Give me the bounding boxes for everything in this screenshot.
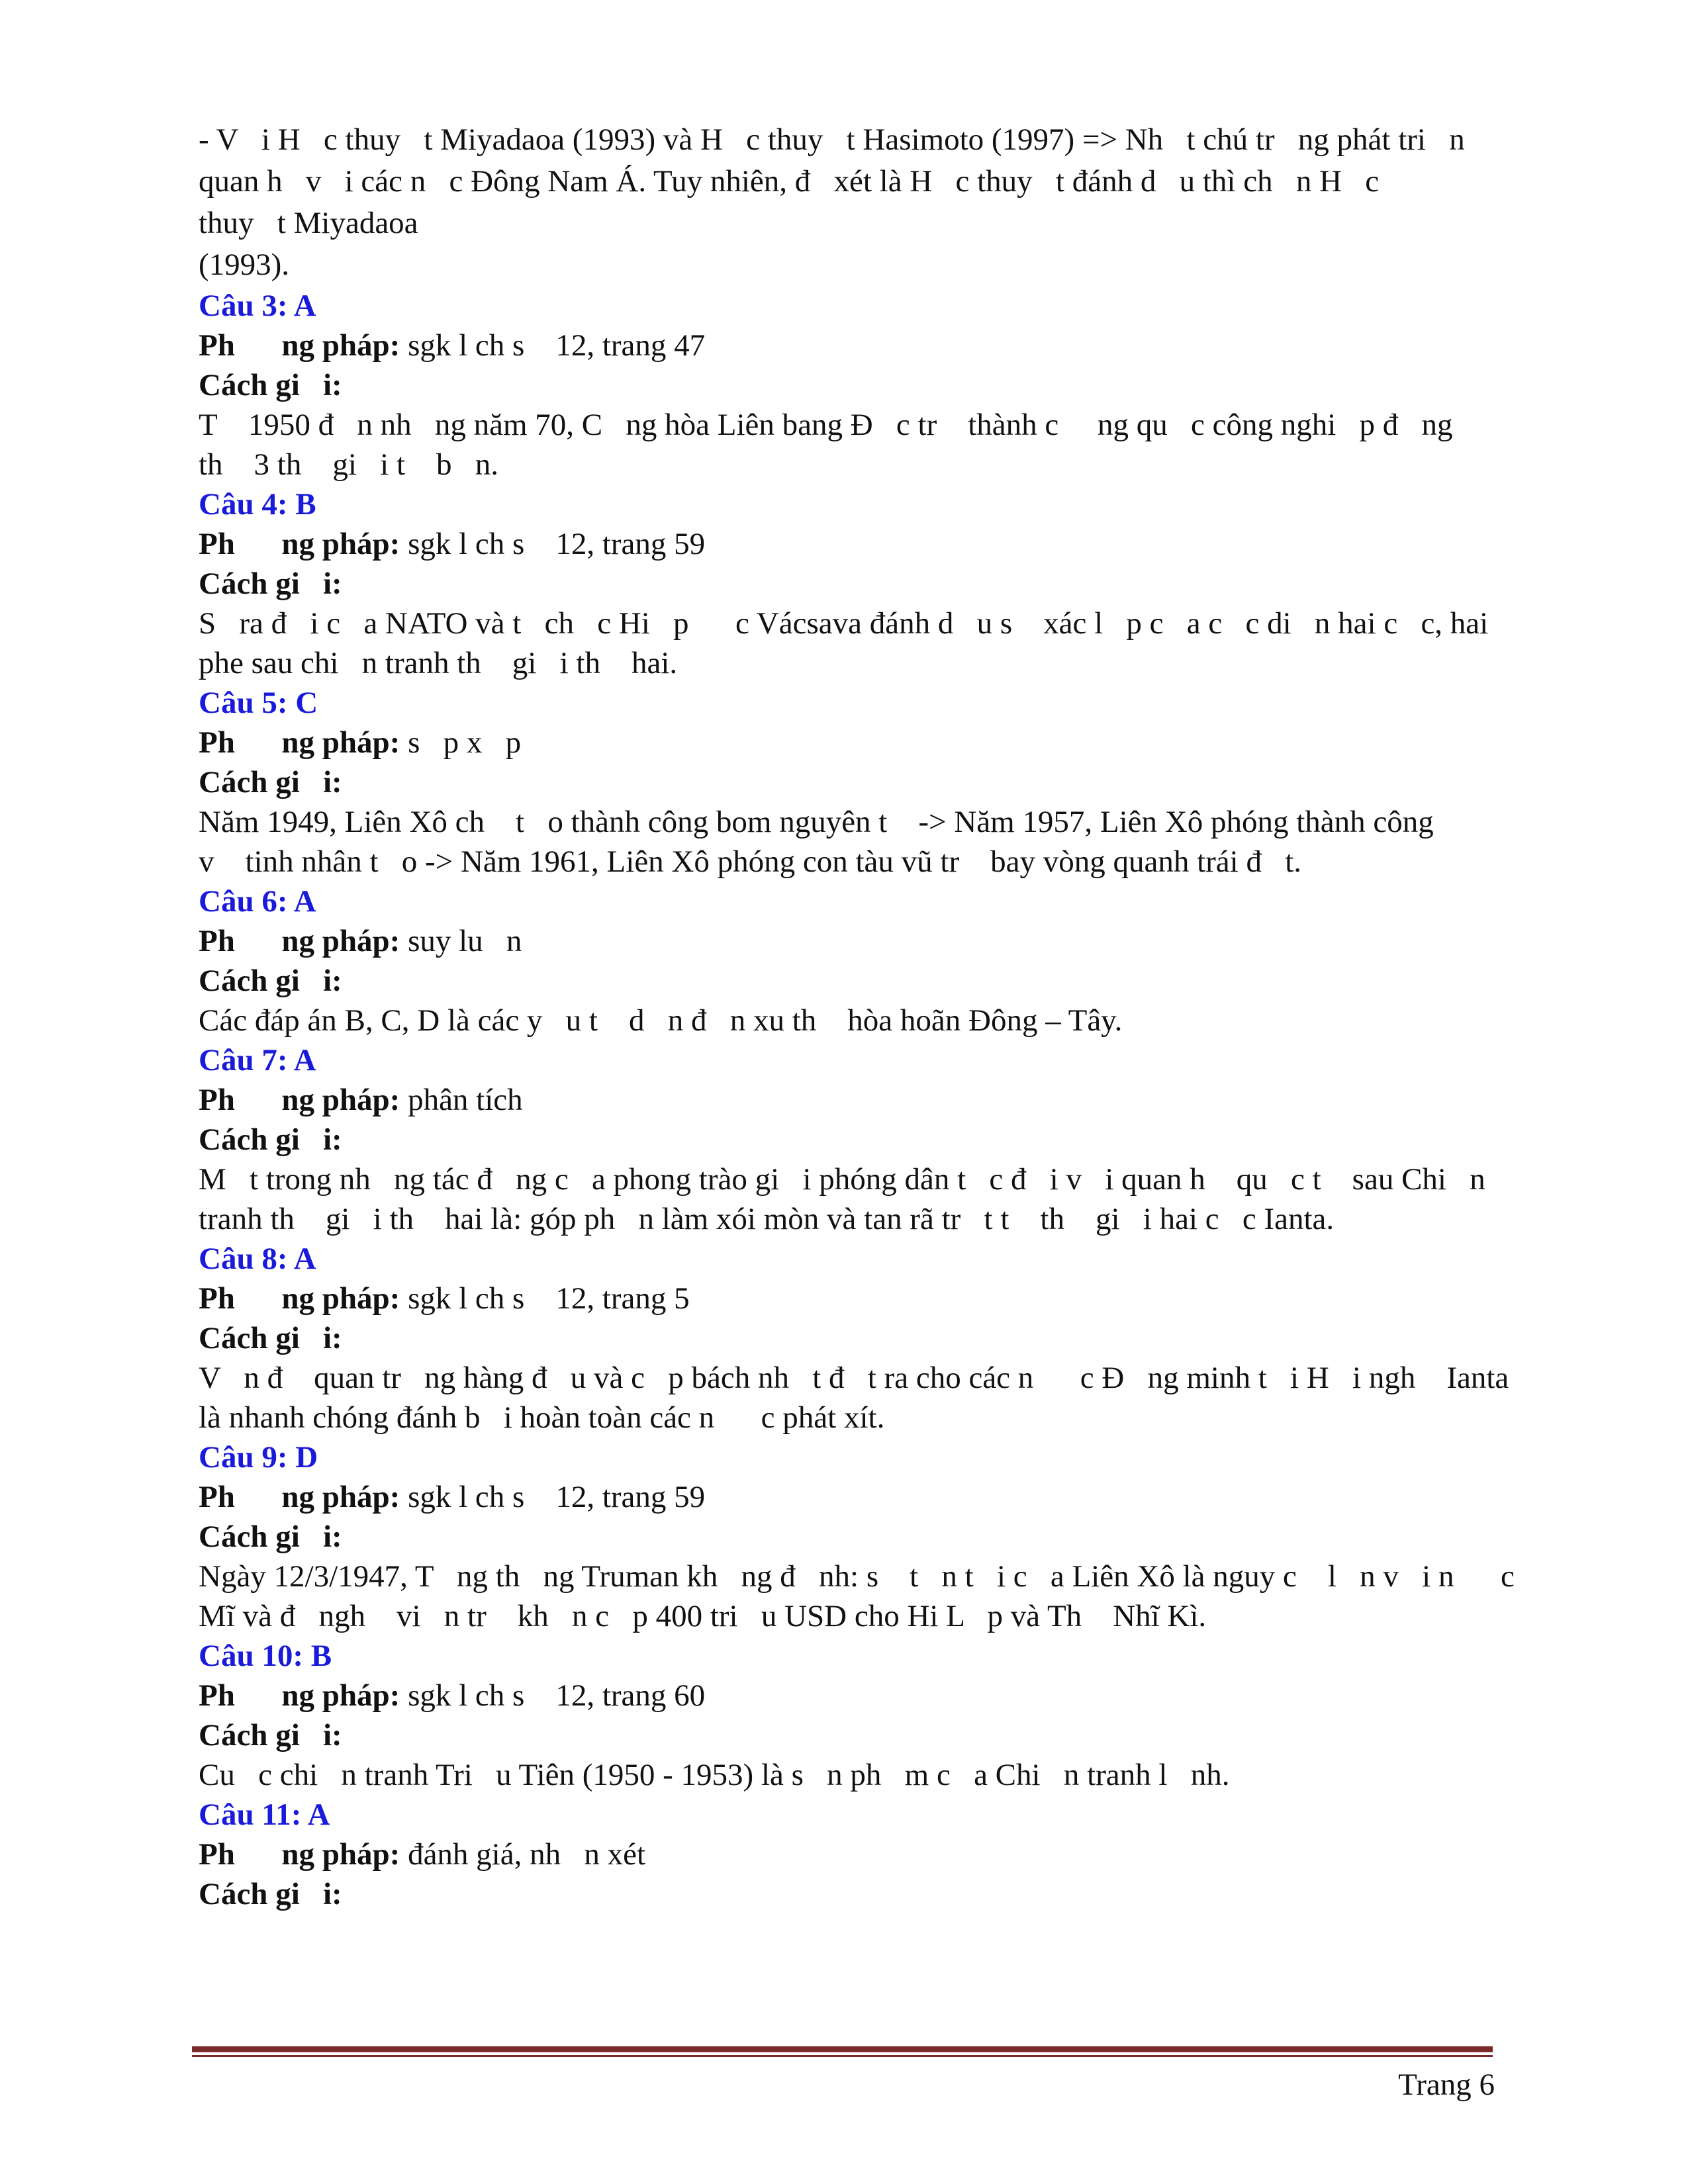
method-value: phân tích [400, 1083, 523, 1117]
method-line [199, 1676, 1496, 1715]
solution-line: v tinh nhân t o -> Năm 1961, Liên Xô phóng con tàu vũ tr bay vòng quanh trái đ t. [199, 844, 1302, 879]
question-title: Câu 3: A [199, 289, 316, 323]
question-block [199, 1636, 1496, 1795]
question-block [199, 1795, 1496, 1914]
solution-line: th 3 th gi i t b n. [199, 447, 499, 482]
page-content [199, 119, 1515, 1914]
solution-line: Mĩ và đ ngh vi n tr kh n c p 400 tri u USD cho Hi L p và Th Nhĩ Kì. [199, 1599, 1207, 1633]
solution-line: Năm 1949, Liên Xô ch t o thành công bom nguyên t -> Năm 1957, Liên Xô phóng thành công [199, 805, 1434, 839]
solution-line: S ra đ i c a NATO và t ch c Hi p c Vácsava đánh d u s xác l p c a c c di n hai c c, hai [199, 606, 1489, 641]
method-line [199, 524, 1496, 564]
question-block [199, 286, 1496, 484]
solution-label: Cách gi i: [199, 964, 342, 998]
method-label: Ph ng pháp: [199, 1837, 400, 1872]
question-title: Câu 10: B [199, 1639, 332, 1673]
intro-line: thuy t Miyadaoa [199, 206, 418, 240]
question-title: Câu 7: A [199, 1043, 316, 1077]
solution-label: Cách gi i: [199, 1877, 342, 1911]
solution-line: phe sau chi n tranh th gi i th hai. [199, 646, 678, 680]
intro-paragraph [199, 119, 1496, 286]
question-title: Câu 8: A [199, 1242, 316, 1276]
page-number: Trang 6 [1398, 2068, 1495, 2102]
method-value: suy lu n [400, 924, 522, 958]
method-label: Ph ng pháp: [199, 328, 400, 363]
method-label: Ph ng pháp: [199, 1083, 400, 1117]
solution-line: Các đáp án B, C, D là các y u t d n đ n xu th hòa hoãn Đông – Tây. [199, 1003, 1123, 1038]
method-value: sgk l ch s 12, trang 5 [400, 1281, 690, 1316]
method-line [199, 1477, 1496, 1517]
solution-line: V n đ quan tr ng hàng đ u và c p bách nh t đ t ra cho các n c Đ ng minh t i H i ngh Ianta [199, 1361, 1509, 1395]
question-block [199, 1239, 1509, 1437]
question-title: Câu 11: A [199, 1797, 330, 1832]
method-line [199, 1835, 1496, 1874]
solution-label: Cách gi i: [199, 765, 342, 799]
footer-rule-thick [192, 2046, 1493, 2052]
method-label: Ph ng pháp: [199, 1678, 400, 1713]
method-value: sgk l ch s 12, trang 59 [400, 527, 706, 561]
method-label: Ph ng pháp: [199, 924, 400, 958]
intro-line: quan h v i các n c Đông Nam Á. Tuy nhiên, đ xét là H c thuy t đánh d u thì ch n H c [199, 164, 1380, 199]
intro-line: - V i H c thuy t Miyadaoa (1993) và H c thuy t Hasimoto (1997) => Nh t chú tr ng phát tri n [199, 122, 1465, 157]
question-title: Câu 6: A [199, 884, 316, 919]
solution-label: Cách gi i: [199, 1718, 342, 1752]
method-label: Ph ng pháp: [199, 725, 400, 760]
solution-line: T 1950 đ n nh ng năm 70, C ng hòa Liên bang Đ c tr thành c ng qu c công nghi p đ ng [199, 408, 1453, 442]
solution-line: Cu c chi n tranh Tri u Tiên (1950 - 1953) là s n ph m c a Chi n tranh l nh. [199, 1758, 1230, 1792]
question-block [199, 683, 1496, 882]
solution-line: tranh th gi i th hai là: góp ph n làm xói mòn và tan rã tr t t th gi i hai c c Ianta. [199, 1202, 1335, 1236]
question-block [199, 484, 1496, 683]
method-value: s p x p [400, 725, 522, 760]
question-block [199, 1040, 1496, 1239]
method-label: Ph ng pháp: [199, 1480, 400, 1514]
method-line [199, 921, 1496, 961]
method-value: đánh giá, nh n xét [400, 1837, 646, 1872]
method-line [199, 1080, 1496, 1120]
question-title: Câu 5: C [199, 686, 318, 720]
intro-line: (1993). [199, 248, 290, 282]
solution-label: Cách gi i: [199, 1321, 342, 1355]
method-value: sgk l ch s 12, trang 47 [400, 328, 706, 363]
method-label: Ph ng pháp: [199, 1281, 400, 1316]
method-value: sgk l ch s 12, trang 60 [400, 1678, 706, 1713]
method-line [199, 723, 1496, 762]
solution-line: M t trong nh ng tác đ ng c a phong trào gi i phóng dân t c đ i v i quan h qu c t sau Chi n [199, 1162, 1485, 1197]
solution-label: Cách gi i: [199, 567, 342, 601]
solution-label: Cách gi i: [199, 1122, 342, 1157]
question-title: Câu 9: D [199, 1440, 318, 1475]
method-line [199, 326, 1496, 365]
method-label: Ph ng pháp: [199, 527, 400, 561]
question-block [199, 1437, 1515, 1636]
question-block [199, 882, 1496, 1040]
method-value: sgk l ch s 12, trang 59 [400, 1480, 706, 1514]
question-title: Câu 4: B [199, 487, 316, 522]
footer-rule-thin [192, 2055, 1493, 2057]
solution-line: là nhanh chóng đánh b i hoàn toàn các n c phát xít. [199, 1400, 885, 1435]
solution-label: Cách gi i: [199, 368, 342, 402]
solution-line: Ngày 12/3/1947, T ng th ng Truman kh ng đ nh: s t n t i c a Liên Xô là nguy c l n v i n c [199, 1559, 1515, 1594]
solution-label: Cách gi i: [199, 1520, 342, 1554]
method-line [199, 1279, 1496, 1318]
